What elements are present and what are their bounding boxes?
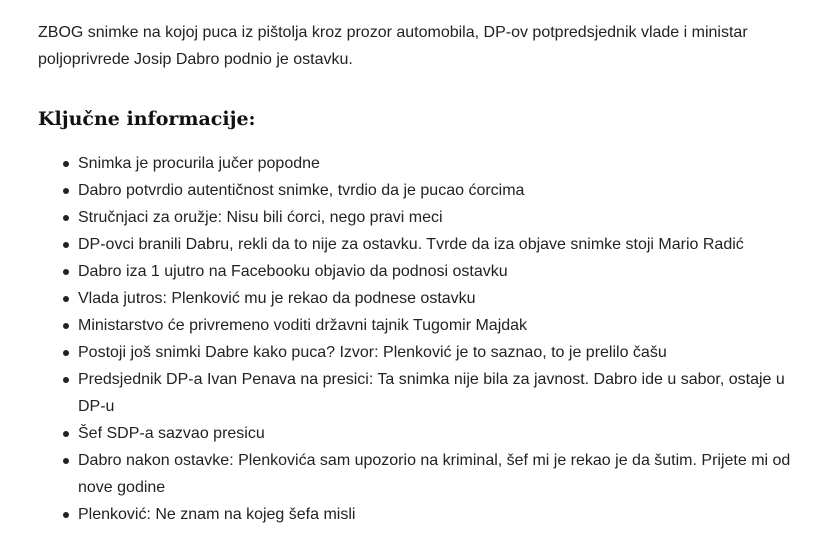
key-info-item — [78, 285, 808, 312]
bullet-icon — [63, 512, 69, 518]
key-info-item-text: Šef SDP-a sazvao presicu — [78, 425, 265, 442]
bullet-icon — [63, 431, 69, 437]
key-info-item — [78, 447, 808, 501]
bullet-icon — [63, 377, 69, 383]
key-info-item — [78, 204, 808, 231]
key-info-list — [38, 150, 808, 528]
key-info-item — [78, 420, 808, 447]
key-info-item-text: Plenković: Ne znam na kojeg šefa misli — [78, 506, 356, 523]
key-info-item-text: DP-ovci branili Dabru, rekli da to nije za ostavku. Tvrde da iza objave snimke stoji Mario Radić — [78, 236, 744, 253]
article-lead: ZBOG snimke na kojoj puca iz pištolja kroz prozor automobila, DP-ov potpredsjednik vlade i ministar poljoprivrede Josip Dabro podnio je ostavku. — [38, 24, 748, 68]
key-info-item — [78, 366, 808, 420]
bullet-icon — [63, 296, 69, 302]
bullet-icon — [63, 269, 69, 275]
key-info-item-text: Ministarstvo će privremeno voditi državni tajnik Tugomir Majdak — [78, 317, 528, 334]
key-info-item-text: Dabro nakon ostavke: Plenkovića sam upozorio na kriminal, šef mi je rekao je da šutim. Prijete mi od nove godine — [78, 452, 791, 496]
key-info-item — [78, 177, 808, 204]
key-info-item-text: Dabro iza 1 ujutro na Facebooku objavio da podnosi ostavku — [78, 263, 508, 280]
bullet-icon — [63, 161, 69, 167]
key-info-heading: Ključne informacije: — [38, 108, 256, 130]
key-info-item — [78, 501, 808, 528]
bullet-icon — [63, 215, 69, 221]
bullet-icon — [63, 188, 69, 194]
bullet-icon — [63, 242, 69, 248]
key-info-item-text: Postoji još snimki Dabre kako puca? Izvor: Plenković je to saznao, to je prelilo čašu — [78, 344, 667, 361]
bullet-icon — [63, 323, 69, 329]
key-info-item — [78, 258, 808, 285]
key-info-item — [78, 231, 808, 258]
key-info-item-text: Predsjednik DP-a Ivan Penava na presici: Ta snimka nije bila za javnost. Dabro ide u sabor, ostaje u DP-u — [78, 371, 785, 415]
key-info-item — [78, 339, 808, 366]
article — [38, 19, 808, 528]
key-info-item — [78, 312, 808, 339]
bullet-icon — [63, 350, 69, 356]
key-info-item-text: Dabro potvrdio autentičnost snimke, tvrdio da je pucao ćorcima — [78, 182, 525, 199]
key-info-item-text: Stručnjaci za oružje: Nisu bili ćorci, nego pravi meci — [78, 209, 443, 226]
key-info-item-text: Vlada jutros: Plenković mu je rekao da podnese ostavku — [78, 290, 476, 307]
key-info-item-text: Snimka je procurila jučer popodne — [78, 155, 320, 172]
bullet-icon — [63, 458, 69, 464]
key-info-item — [78, 150, 808, 177]
